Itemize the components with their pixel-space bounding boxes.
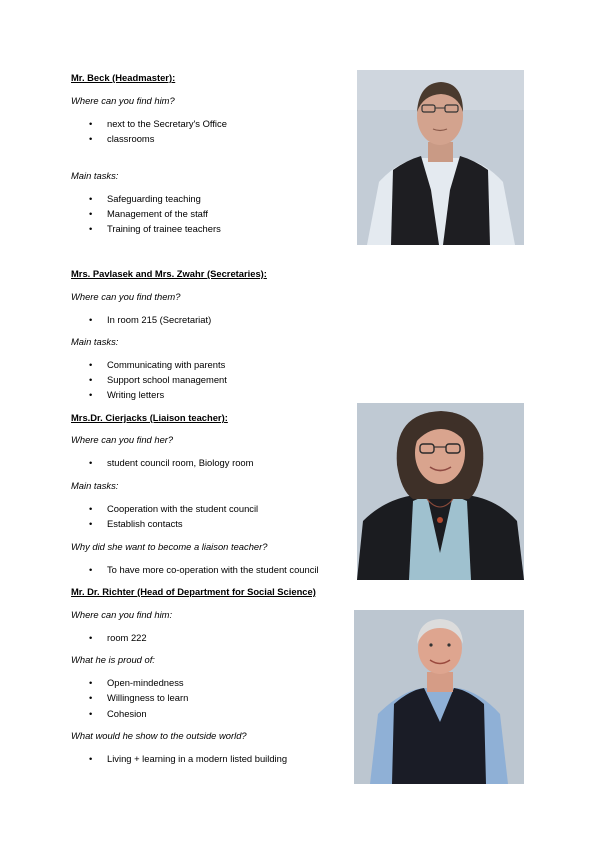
- richter-proud-question: What he is proud of:: [71, 654, 155, 665]
- bullet-icon: •: [89, 518, 93, 529]
- beck-where-question: Where can you find him?: [71, 95, 175, 106]
- bullet-icon: •: [89, 708, 93, 719]
- secretaries-task-item: Writing letters: [107, 389, 165, 400]
- richter-heading: Mr. Dr. Richter (Head of Department for Social Science): [71, 586, 316, 597]
- secretaries-where-question: Where can you find them?: [71, 291, 181, 302]
- cierjacks-why-item: To have more co-operation with the student council: [107, 564, 319, 575]
- bullet-icon: •: [89, 753, 93, 764]
- richter-proud-item: Open-mindedness: [107, 677, 184, 688]
- richter-show-item: Living + learning in a modern listed building: [107, 753, 288, 764]
- richter-show-question: What would he show to the outside world?: [71, 730, 247, 741]
- secretaries-task-item: Support school management: [107, 374, 227, 385]
- bullet-icon: •: [89, 564, 93, 575]
- bullet-icon: •: [89, 457, 93, 468]
- cierjacks-photo: [357, 403, 524, 580]
- cierjacks-task-item: Establish contacts: [107, 518, 183, 529]
- beck-task-item: Management of the staff: [107, 208, 208, 219]
- secretaries-where-item: In room 215 (Secretariat): [107, 314, 212, 325]
- bullet-icon: •: [89, 118, 93, 129]
- bullet-icon: •: [89, 677, 93, 688]
- bullet-icon: •: [89, 193, 93, 204]
- richter-photo: [354, 610, 524, 784]
- cierjacks-tasks-question: Main tasks:: [71, 480, 119, 491]
- secretaries-tasks-question: Main tasks:: [71, 336, 119, 347]
- bullet-icon: •: [89, 503, 93, 514]
- beck-heading: Mr. Beck (Headmaster):: [71, 72, 176, 83]
- bullet-icon: •: [89, 692, 93, 703]
- bullet-icon: •: [89, 133, 93, 144]
- secretaries-task-item: Communicating with parents: [107, 359, 226, 370]
- cierjacks-heading: Mrs.Dr. Cierjacks (Liaison teacher):: [71, 412, 228, 423]
- richter-proud-item: Cohesion: [107, 708, 147, 719]
- beck-where-item: next to the Secretary's Office: [107, 118, 227, 129]
- bullet-icon: •: [89, 359, 93, 370]
- cierjacks-task-item: Cooperation with the student council: [107, 503, 259, 514]
- richter-proud-item: Willingness to learn: [107, 692, 189, 703]
- richter-where-item: room 222: [107, 632, 147, 643]
- beck-task-item: Training of trainee teachers: [107, 223, 221, 234]
- cierjacks-why-question: Why did she want to become a liaison teacher?: [71, 541, 268, 552]
- bullet-icon: •: [89, 314, 93, 325]
- beck-task-item: Safeguarding teaching: [107, 193, 201, 204]
- cierjacks-where-question: Where can you find her?: [71, 434, 174, 445]
- cierjacks-where-item: student council room, Biology room: [107, 457, 254, 468]
- beck-tasks-question: Main tasks:: [71, 170, 119, 181]
- bullet-icon: •: [89, 223, 93, 234]
- bullet-icon: •: [89, 374, 93, 385]
- bullet-icon: •: [89, 208, 93, 219]
- beck-where-item: classrooms: [107, 133, 155, 144]
- richter-where-question: Where can you find him:: [71, 609, 173, 620]
- bullet-icon: •: [89, 389, 93, 400]
- bullet-icon: •: [89, 632, 93, 643]
- secretaries-heading: Mrs. Pavlasek and Mrs. Zwahr (Secretaries):: [71, 268, 267, 279]
- beck-photo: [357, 70, 524, 245]
